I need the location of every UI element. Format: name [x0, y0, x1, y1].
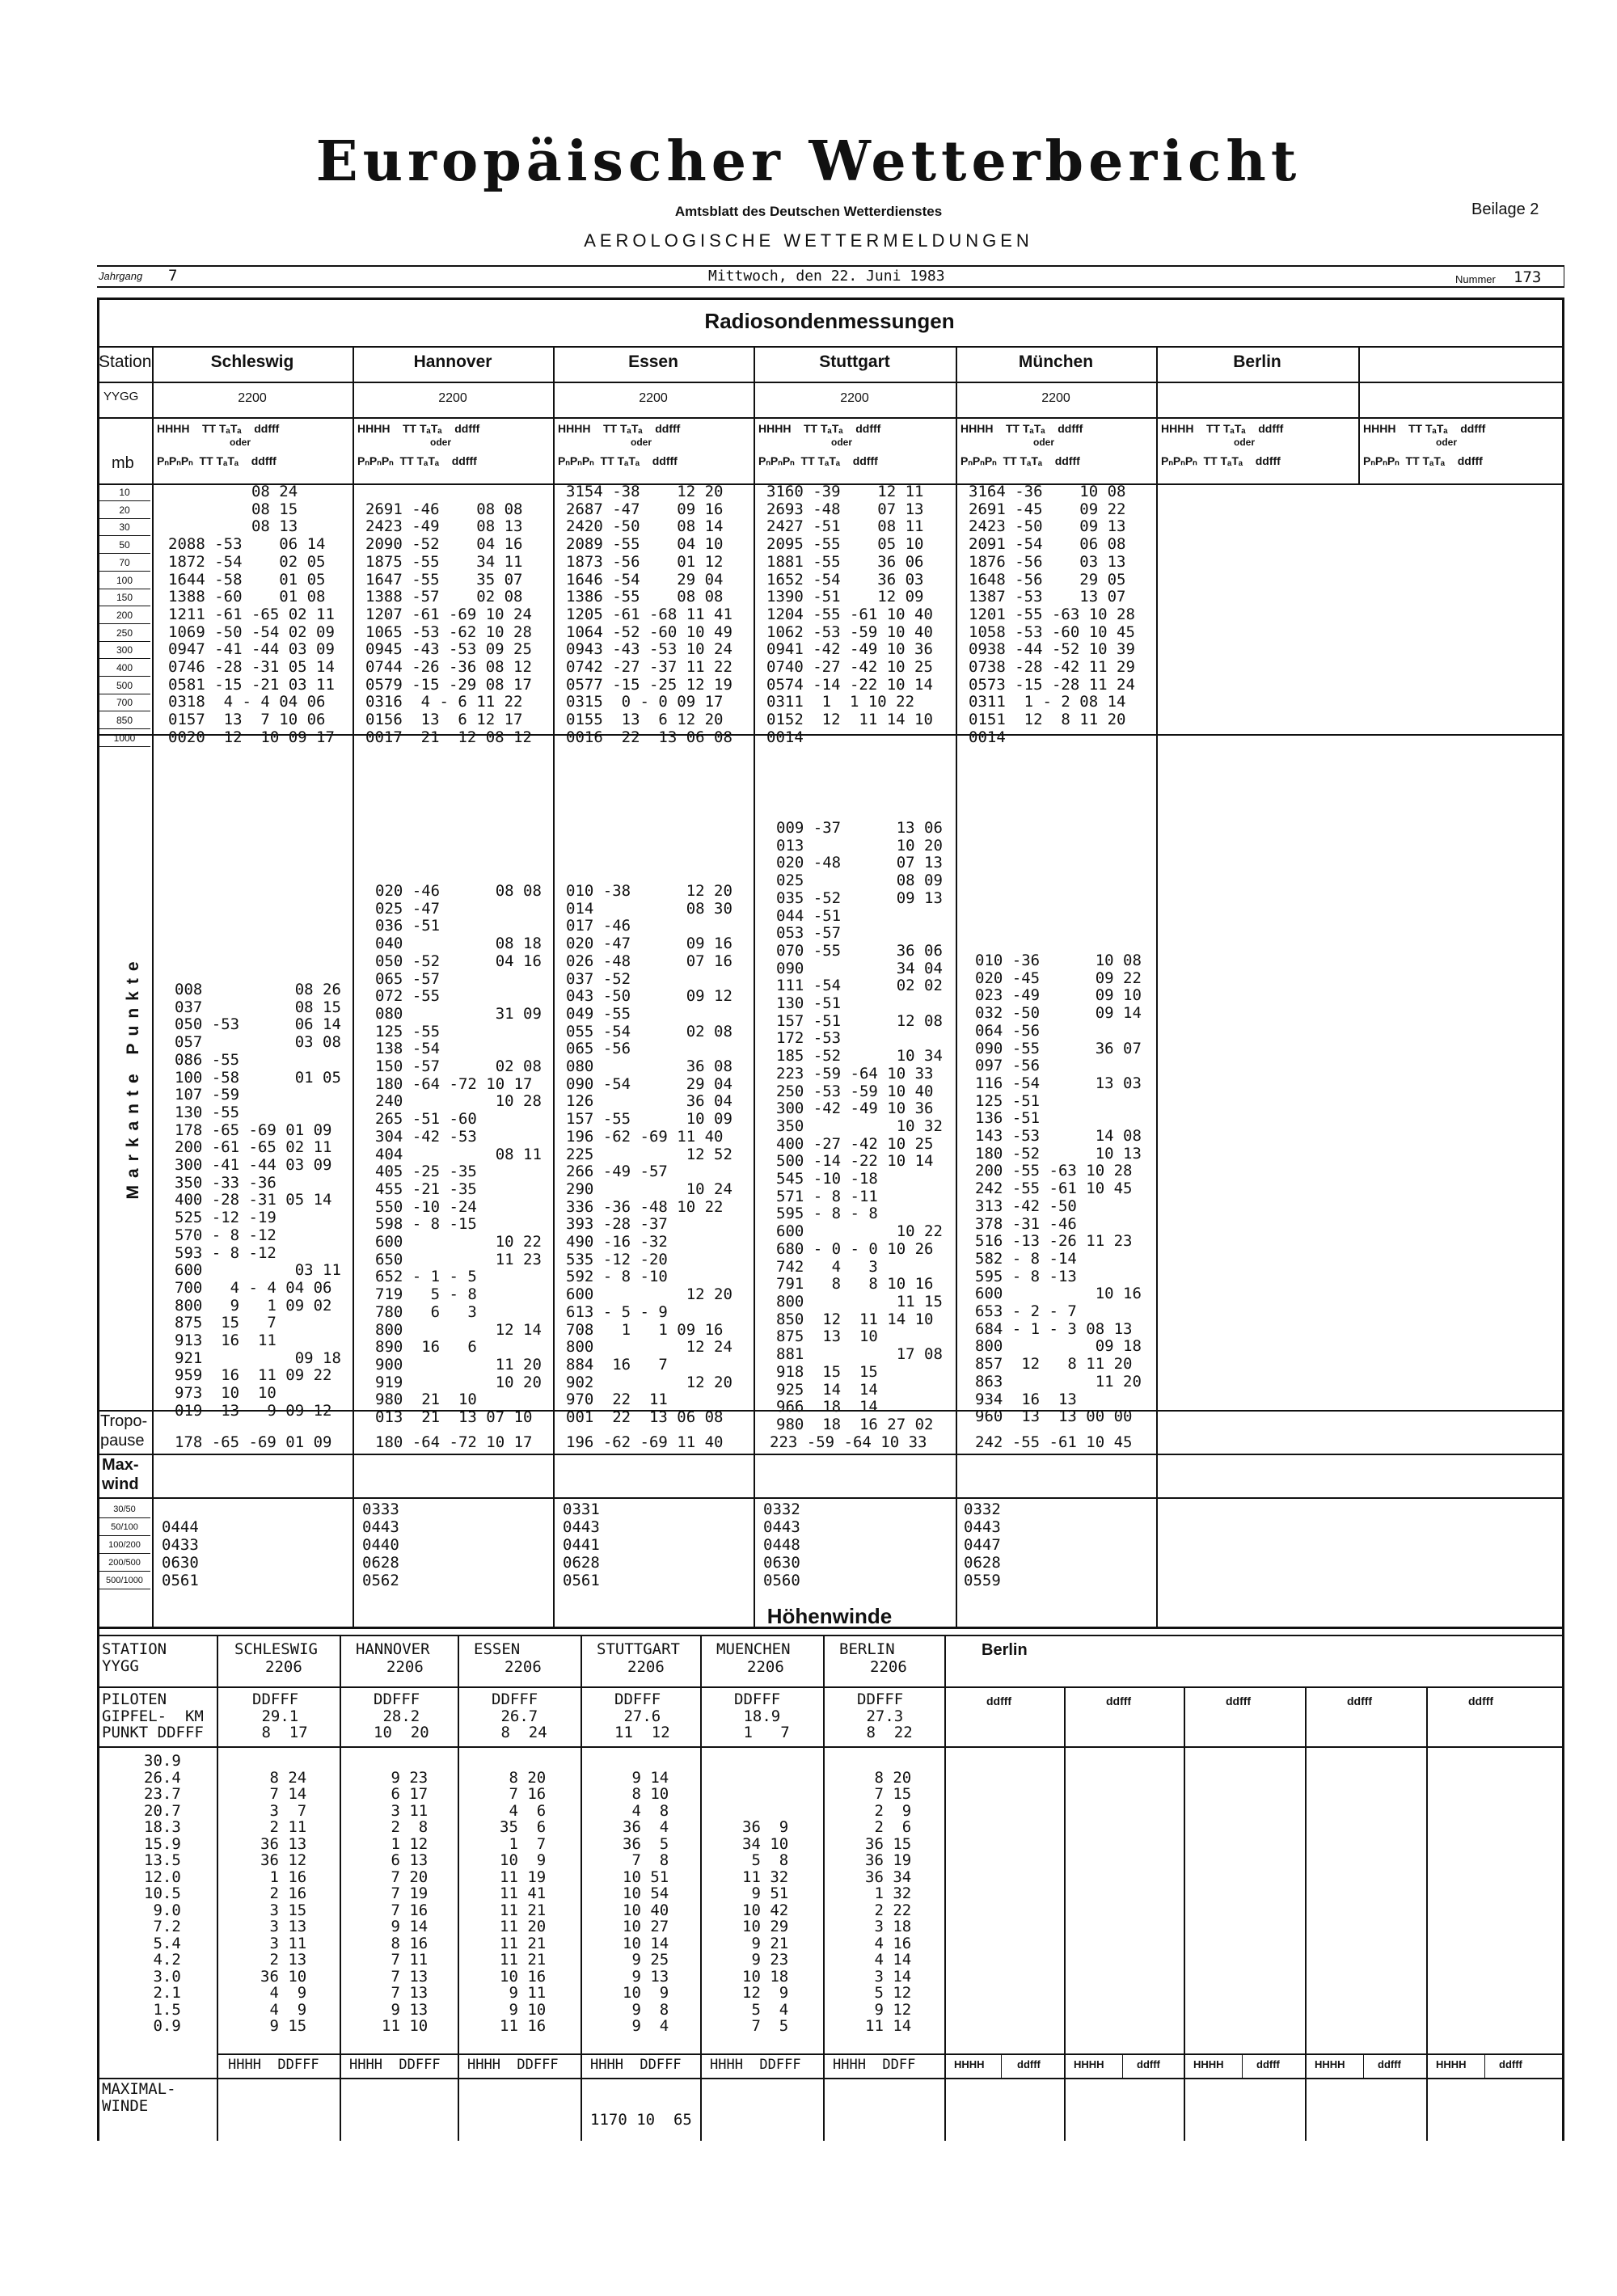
mb-level-label: 200: [116, 609, 133, 621]
col-header-top: HHHH TT TₐTₐ ddfff: [157, 422, 280, 435]
shear-level-label: 200/500: [108, 1558, 141, 1568]
report-subtitle: Amtsblatt des Deutschen Wetterdienstes: [674, 204, 943, 219]
report-title: Europäischer Wetterbericht: [315, 129, 1302, 194]
mb-level-label: 50: [119, 539, 130, 551]
markante-punkte-hannover: 020 -46 08 08 025 -47 036 -51 040 08 18 050 -52 04 16 065 -57 072 -55 080 31 09 125 -55 138 -54 150 -57 02 08 180 -64 -72 10 17 240 10 28 265 -51 -60 304 -42 -53 404 08 11 405 -25 -35 455 -21 -35 550 -10 -24 598 - 8 -15 600 10 22 650 11 23 652 - 1 - 5 719 5 - 8 780 6 3 800 12 14 890 16 6 900 11 20 919 10 20 980 21 10 013 21 13 07 10: [375, 882, 542, 1427]
col-header-bottom: PₙPₙPₙ TT TₐTₐ ddfff: [1363, 454, 1483, 467]
col-header-top: HHHH TT TₐTₐ ddfff: [758, 422, 881, 435]
hw-wind-column: 36 9 34 10 5 8 11 32 9 51 10 42 10 29 9 21 9 23 10 18 12 9 5 4 7 5: [742, 1818, 789, 2035]
table-rule: [97, 298, 1564, 300]
shear-essen: 0331 0443 0441 0628 0561: [563, 1500, 600, 1589]
yygg-value: 2200: [1041, 391, 1070, 405]
yygg-value: 2200: [840, 391, 869, 405]
station-name: Hannover: [413, 352, 492, 371]
col-header-oder: oder: [230, 437, 251, 448]
mb-level-rule: [99, 535, 150, 536]
hw-berlin-label: Berlin: [982, 1641, 1028, 1659]
col-header-bottom: PₙPₙPₙ TT TₐTₐ ddfff: [1161, 454, 1281, 467]
hw-max-header: HHHH DDFFF: [710, 2057, 801, 2073]
yygg-label: YYGG: [103, 390, 139, 403]
hw-station-yygg: 2206: [265, 1658, 302, 1676]
mb-level-label: 30: [119, 521, 130, 534]
col-divider: [1363, 2053, 1364, 2078]
col-header-oder: oder: [1234, 437, 1256, 448]
table-rule: [97, 346, 1562, 348]
hw-piloten-label: PILOTEN GIPFEL- KM PUNKT DDFFF: [102, 1690, 204, 1741]
mb-level-label: 300: [116, 644, 133, 656]
hw-frame-left: [97, 1599, 99, 2141]
mb-level-rule: [99, 728, 150, 729]
hw-max-small-d: ddfff: [1017, 2058, 1041, 2070]
section-title: AEROLOGISCHE WETTERMELDUNGEN: [584, 230, 1033, 251]
station-name: Berlin: [1233, 352, 1281, 371]
hw-station-yygg: 2206: [870, 1658, 907, 1676]
mb-level-rule: [99, 623, 150, 624]
hw-max-label: MAXIMAL- WINDE: [102, 2080, 176, 2115]
shear-rule: [99, 1553, 150, 1554]
hw-station-yygg: 2206: [627, 1658, 665, 1676]
col-divider: [217, 1635, 218, 2141]
hw-max-small-d: ddfff: [1378, 2058, 1401, 2070]
hw-max-small-h: HHHH: [1315, 2058, 1345, 2070]
mb-level-label: 70: [119, 556, 130, 568]
col-divider: [152, 346, 154, 1627]
station-name: Essen: [628, 352, 678, 371]
hw-max-header: HHHH DDFFF: [467, 2057, 559, 2073]
hw-station-name: MUENCHEN: [716, 1640, 791, 1658]
mb-level-label: 500: [116, 679, 133, 691]
col-header-top: HHHH TT TₐTₐ ddfff: [357, 422, 480, 435]
hw-max-header: HHHH DDFFF: [349, 2057, 441, 2073]
col-header-oder: oder: [1033, 437, 1055, 448]
tropopause-value: 180 -64 -72 10 17: [375, 1433, 533, 1451]
mb-level-rule: [99, 658, 150, 659]
col-header-oder: oder: [430, 437, 452, 448]
shear-muenchen: 0332 0443 0447 0628 0559: [964, 1500, 1001, 1589]
hw-station-name: BERLIN: [839, 1640, 895, 1658]
markante-punkte-muenchen: 010 -36 10 08 020 -45 09 22 023 -49 09 10 032 -50 09 14 064 -56 090 -55 36 07 097 -56 116 -54 13 03 125 -51 136 -51 143 -53 14 08 180 -52 10 13 200 -55 -63 10 28 242 -55 -61 10 45 313 -42 -50 378 -31 -46 516 -13 -26 11 23 582 - 8 -14 595 - 8 -13 600 10 16 653 - 2 - 7 684 - 1 - 3 08 13 800 09 18 857 12 8 11 20 863 11 20 934 16 13 960 13 13 00 00: [975, 952, 1142, 1426]
header-rule-top: [97, 265, 1564, 267]
mb-level-label: 100: [116, 574, 133, 586]
hw-gipfel-value: DDFFF 27.6 11 12: [614, 1690, 670, 1741]
hw-station-name: SCHLESWIG: [234, 1640, 318, 1658]
hoehenwinde-title: Höhenwinde: [766, 1604, 893, 1628]
hw-max-header: HHHH DDFF: [833, 2057, 916, 2073]
station-label: Station: [99, 352, 152, 371]
mb-level-rule: [99, 746, 150, 747]
hw-wind-column: 9 14 8 10 4 8 36 4 36 5 7 8 10 51 10 54 10 40 10 27 10 14 9 25 9 13 10 9 9 8 9 4: [623, 1768, 669, 2035]
mb-level-rule: [99, 553, 150, 554]
col-header-oder: oder: [631, 437, 652, 448]
tropopause-value: 223 -59 -64 10 33: [770, 1433, 927, 1451]
table-rule: [218, 2053, 1562, 2055]
table-rule: [97, 1635, 1562, 1636]
col-divider: [1305, 1686, 1307, 2141]
col-header-top: HHHH TT TₐTₐ ddfff: [1161, 422, 1284, 435]
col-divider: [458, 1635, 459, 2141]
mb-level-label: 250: [116, 627, 133, 639]
station-name: Schleswig: [210, 352, 294, 371]
shear-level-label: 30/50: [113, 1505, 136, 1514]
yygg-value: 2200: [238, 391, 267, 405]
col-header-oder: oder: [831, 437, 853, 448]
table-rule: [97, 417, 1562, 419]
table-rule: [97, 382, 1562, 383]
station-name: Stuttgart: [819, 352, 890, 371]
mb-level-label: 150: [116, 592, 133, 604]
col-header-bottom: PₙPₙPₙ TT TₐTₐ ddfff: [558, 454, 678, 467]
col-divider: [1156, 346, 1158, 1627]
shear-hannover: 0333 0443 0440 0628 0562: [362, 1500, 399, 1589]
col-divider: [1001, 2053, 1002, 2078]
tropopause-value: 196 -62 -69 11 40: [566, 1433, 724, 1451]
table-rule: [97, 1497, 1562, 1499]
col-header-oder: oder: [1436, 437, 1458, 448]
tropopause-value: 178 -65 -69 01 09: [175, 1433, 332, 1451]
hw-km-values: 30.9 26.4 23.7 20.7 18.3 15.9 13.5 12.0 10.5 9.0 7.2 5.4 4.2 3.0 2.1 1.5 0.9: [144, 1752, 181, 2035]
radiosonde-title: Radiosondenmessungen: [704, 309, 955, 333]
col-divider: [353, 346, 354, 1627]
mb-level-label: 20: [119, 504, 130, 516]
table-rule: [97, 2078, 1562, 2079]
col-header-bottom: PₙPₙPₙ TT TₐTₐ ddfff: [357, 454, 477, 467]
hw-ddfff-label: ddfff: [1468, 1695, 1494, 1707]
hw-station-yygg: 2206: [505, 1658, 542, 1676]
hw-wind-column: 8 24 7 14 3 7 2 11 36 13 36 12 1 16 2 16 3 15 3 13 3 11 2 13 36 10 4 9 4 9 9 15: [260, 1768, 307, 2035]
beilage-label: Beilage 2: [1471, 200, 1539, 218]
markante-punkte-essen: 010 -38 12 20 014 08 30 017 -46 020 -47 09 16 026 -48 07 16 037 -52 043 -50 09 12 049 -55 055 -54 02 08 065 -56 080 36 08 090 -54 29 04 126 36 04 157 -55 10 09 196 -62 -69 11 40 225 12 52 266 -49 -57 290 10 24 336 -36 -48 10 22 393 -28 -37 490 -16 -32 535 -12 -20 592 - 8 -10 600 12 20 613 - 5 - 9 708 1 1 09 16 800 12 24 884 16 7 902 12 20 970 22 11 001 22 13 06 08: [566, 882, 733, 1427]
yygg-value: 2200: [438, 391, 467, 405]
std-levels-muenchen: 3164 -36 10 08 2691 -45 09 22 2423 -50 09 13 2091 -54 06 08 1876 -56 03 13 1648 -56 29 05 1387 -53 13 07 1201 -55 -63 10 28 1058 -53 -60 10 45 0938 -44 -52 10 39 0738 -28 -42 11 29 0573 -15 -28 11 24 0311 1 - 2 08 14 0151 12 8 11 20 0014: [969, 483, 1135, 746]
hw-frame-right: [1562, 1599, 1564, 2141]
yygg-value: 2200: [639, 391, 668, 405]
markante-punkte-stuttgart: 009 -37 13 06 013 10 20 020 -48 07 13 025 08 09 035 -52 09 13 044 -51 053 -57 070 -55 36 06 090 34 04 111 -54 02 02 130 -51 157 -51 12 08 172 -53 185 -52 10 34 223 -59 -64 10 33 250 -53 -59 10 40 300 -42 -49 10 36 350 10 32 400 -27 -42 10 25 500 -14 -22 10 14 545 -10 -18 571 - 8 -11 595 - 8 - 8 600 10 22 680 - 0 - 0 10 26 742 4 3 791 8 8 10 16 800 11 15 850 12 11 14 10 875 13 10 881 17 08 918 15 15 925 14 14 966 18 14 980 18 16 27 02: [776, 819, 943, 1433]
jahrgang-label: Jahrgang: [99, 270, 143, 282]
tropopause-label: Tropo- pause: [100, 1412, 148, 1450]
col-header-top: HHHH TT TₐTₐ ddfff: [960, 422, 1083, 435]
hw-gipfel-value: DDFFF 18.9 1 7: [734, 1690, 790, 1741]
hw-max-small-d: ddfff: [1137, 2058, 1160, 2070]
col-divider: [1358, 346, 1360, 483]
hw-ddfff-label: ddfff: [1226, 1695, 1252, 1707]
markante-punkte-label: Markante Punkte: [124, 954, 142, 1200]
col-header-bottom: PₙPₙPₙ TT TₐTₐ ddfff: [758, 454, 878, 467]
std-levels-essen: 3154 -38 12 20 2687 -47 09 16 2420 -50 08 14 2089 -55 04 10 1873 -56 01 12 1646 -54 29 04 1386 -55 08 08 1205 -61 -68 11 41 1064 -52 -60 10 49 0943 -43 -53 10 24 0742 -27 -37 11 22 0577 -15 -25 12 19 0315 0 - 0 09 17 0155 13 6 12 20 0016 22 13 06 08: [566, 483, 733, 746]
mb-level-rule: [99, 500, 150, 501]
col-divider: [823, 1635, 825, 2141]
hw-gipfel-value: DDFFF 27.3 8 22: [857, 1690, 913, 1741]
maxwind-label: Max- wind: [102, 1456, 139, 1493]
station-name: München: [1018, 352, 1094, 371]
col-header-bottom: PₙPₙPₙ TT TₐTₐ ddfff: [157, 454, 277, 467]
nummer-label: Nummer: [1455, 273, 1496, 285]
hw-max-small-h: HHHH: [1436, 2058, 1467, 2070]
hw-station-name: STUTTGART: [597, 1640, 680, 1658]
hw-station-label: STATION YYGG: [102, 1640, 167, 1675]
col-divider: [1184, 1686, 1185, 2141]
mb-level-label: 850: [116, 715, 133, 727]
header-rule-bottom: [97, 286, 1564, 288]
shear-rule: [99, 1517, 150, 1518]
mb-level-label: 1000: [113, 732, 136, 744]
hw-station-name: ESSEN: [474, 1640, 521, 1658]
col-divider: [1426, 1686, 1428, 2141]
mb-level-label: 700: [116, 697, 133, 709]
mb-level-label: 10: [119, 487, 130, 498]
hw-gipfel-value: DDFFF 29.1 8 17: [252, 1690, 308, 1741]
hw-max-header: HHHH DDFFF: [590, 2057, 682, 2073]
col-header-top: HHHH TT TₐTₐ ddfff: [1363, 422, 1486, 435]
mb-level-rule: [99, 676, 150, 677]
table-frame-right: [1562, 298, 1564, 1627]
col-divider: [340, 1635, 341, 2141]
col-divider: [956, 346, 957, 1627]
mb-level-rule: [99, 641, 150, 642]
mb-label: mb: [112, 454, 134, 472]
hw-wind-column: 8 20 7 15 2 9 2 6 36 15 36 19 36 34 1 32 2 22 3 18 4 16 4 14 3 14 5 12 9 12 11 14: [865, 1768, 912, 2035]
hw-station-name: HANNOVER: [356, 1640, 430, 1658]
hw-wind-column: 8 20 7 16 4 6 35 6 1 7 10 9 11 19 11 41 11 21 11 20 11 21 11 21 10 16 9 11 9 10 11 16: [500, 1768, 547, 2035]
hw-ddfff-label: ddfff: [1347, 1695, 1373, 1707]
shear-rule: [99, 1535, 150, 1536]
hw-max-small-d: ddfff: [1256, 2058, 1280, 2070]
col-divider: [754, 346, 755, 1627]
markante-punkte-schleswig: 008 08 26 037 08 15 050 -53 06 14 057 03 08 086 -55 100 -58 01 05 107 -59 130 -55 178 -65 -69 01 09 200 -61 -65 02 11 300 -41 -44 03 09 350 -33 -36 400 -28 -31 05 14 525 -12 -19 570 - 8 -12 593 - 8 -12 600 03 11 700 4 - 4 04 06 800 9 1 09 02 875 15 7 913 16 11 921 09 18 959 16 11 09 22 973 10 10 019 13 9 09 12: [175, 981, 341, 1420]
hw-max-header: HHHH DDFFF: [228, 2057, 319, 2073]
col-divider: [1064, 1686, 1066, 2141]
shear-level-label: 100/200: [108, 1540, 141, 1550]
nummer-value: 173: [1514, 268, 1542, 286]
hw-wind-column: 9 23 6 17 3 11 2 8 1 12 6 13 7 20 7 19 7 16 9 14 8 16 7 11 7 13 7 13 9 13 11 10: [382, 1768, 429, 2035]
hw-gipfel-value: DDFFF 26.7 8 24: [492, 1690, 547, 1741]
hw-gipfel-value: DDFFF 28.2 10 20: [374, 1690, 429, 1741]
std-levels-hannover: 2691 -46 08 08 2423 -49 08 13 2090 -52 04 16 1875 -55 34 11 1647 -55 35 07 1388 -57 02 08 1207 -61 -69 10 24 1065 -53 -62 10 28 0945 -43 -53 09 25 0744 -26 -36 08 12 0579 -15 -29 08 17 0316 4 - 6 11 22 0156 13 6 12 17 0017 21 12 08 12: [365, 500, 532, 746]
col-divider: [581, 1635, 582, 2141]
std-levels-stuttgart: 3160 -39 12 11 2693 -48 07 13 2427 -51 08 11 2095 -55 05 10 1881 -55 36 06 1652 -54 36 03 1390 -51 12 09 1204 -55 -61 10 40 1062 -53 -59 10 40 0941 -42 -49 10 36 0740 -27 -42 10 25 0574 -14 -22 10 14 0311 1 1 10 22 0152 12 11 14 10 0014: [766, 483, 933, 746]
hw-ddfff-label: ddfff: [986, 1695, 1012, 1707]
col-header-bottom: PₙPₙPₙ TT TₐTₐ ddfff: [960, 454, 1080, 467]
jahrgang-value: 7: [168, 267, 178, 285]
hw-ddfff-label: ddfff: [1106, 1695, 1132, 1707]
std-levels-schleswig: 08 24 08 15 08 13 2088 -53 06 14 1872 -54 02 05 1644 -58 01 05 1388 -60 01 08 1211 -61 -65 02 11 1069 -50 -54 02 09 0947 -41 -44 03 09 0746 -28 -31 05 14 0581 -15 -21 03 11 0318 4 - 4 04 06 0157 13 7 10 06 0020 12 10 09 17: [168, 483, 335, 746]
shear-level-label: 50/100: [111, 1522, 138, 1532]
hw-max-small-h: HHHH: [1193, 2058, 1224, 2070]
mb-level-rule: [99, 518, 150, 519]
hw-max-small-d: ddfff: [1499, 2058, 1522, 2070]
col-divider: [1122, 2053, 1123, 2078]
shear-stuttgart: 0332 0443 0448 0630 0560: [763, 1500, 800, 1589]
mb-level-rule: [99, 571, 150, 572]
hw-max-small-h: HHHH: [954, 2058, 985, 2070]
table-rule: [97, 1686, 1562, 1688]
tropopause-value: 242 -55 -61 10 45: [975, 1433, 1133, 1451]
hw-station-yygg: 2206: [386, 1658, 424, 1676]
shear-rule: [99, 1571, 150, 1572]
table-rule: [97, 1746, 1562, 1748]
hw-max-small-h: HHHH: [1074, 2058, 1104, 2070]
col-header-top: HHHH TT TₐTₐ ddfff: [558, 422, 681, 435]
shear-schleswig: 0444 0433 0630 0561: [162, 1518, 199, 1589]
table-rule: [97, 1454, 1562, 1455]
issue-date: Mittwoch, den 22. Juni 1983: [708, 268, 945, 285]
col-divider: [944, 1635, 946, 2141]
hw-max-value: 1170 10 65: [590, 2111, 692, 2129]
col-divider: [1484, 2053, 1485, 2078]
mb-level-label: 400: [116, 662, 133, 673]
hw-station-yygg: 2206: [747, 1658, 784, 1676]
col-divider: [700, 1635, 702, 2141]
col-divider: [1242, 2053, 1243, 2078]
col-divider: [553, 346, 555, 1627]
shear-level-label: 500/1000: [106, 1576, 143, 1585]
